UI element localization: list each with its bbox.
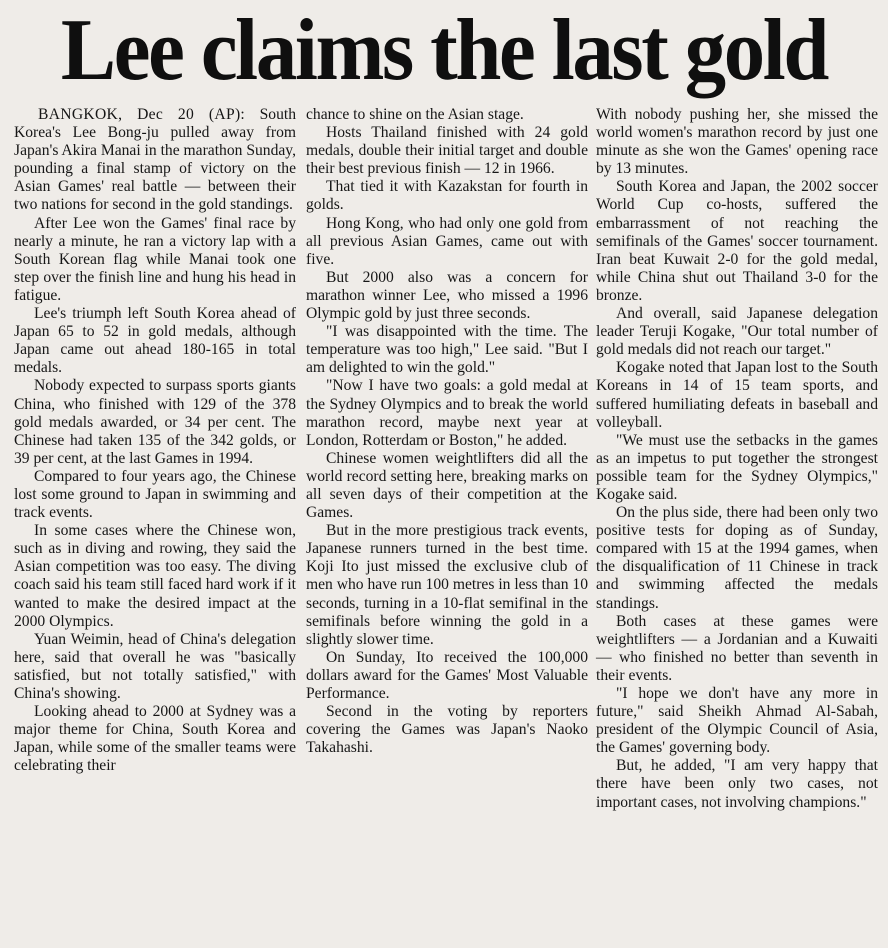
article-paragraph: Hosts Thailand finished with 24 gold medals, double their initial target and double their best previous finish — 12 in 1966. — [306, 124, 588, 178]
article-column-2 — [306, 106, 588, 757]
article-paragraph: But 2000 also was a concern for marathon winner Lee, who missed a 1996 Olympic gold by just three seconds. — [306, 268, 588, 323]
article-paragraph: "I hope we don't have any more in future," said Sheikh Ahmad Al-Sabah, president of the Olympic Council of Asia, the Games' governing body. — [596, 685, 878, 757]
article-paragraph: And overall, said Japanese delegation leader Teruji Kogake, "Our total number of gold medals did not reach our target." — [596, 305, 878, 359]
article-paragraph: "I was disappointed with the time. The temperature was too high," Lee said. "But I am delighted to win the gold." — [306, 323, 588, 377]
article-paragraph: South Korea and Japan, the 2002 soccer World Cup co-hosts, suffered the embarrassment of not reaching the semifinals of the Games' soccer tournament. Iran beat Kuwait 2-0 for the gold medal, while China shut out Thailand 3-0 for the bronze. — [596, 178, 878, 304]
article-paragraph: Chinese women weightlifters did all the world record setting here, breaking marks on all seven days of their competition at the Games. — [306, 449, 588, 522]
headline: Lee claims the last gold — [60, 2, 828, 99]
article-paragraph: "We must use the setbacks in the games as an impetus to put together the strongest possible team for the Sydney Olympics," Kogake said. — [596, 431, 878, 503]
article-paragraph: In some cases where the Chinese won, such as in diving and rowing, they said the Asian competition was too easy. The diving coach said his team still faced hard work if it wanted to make the desired impact at the 2000 Olympics. — [14, 522, 296, 630]
article-paragraph: Both cases at these games were weightlifters — a Jordanian and a Kuwaiti — who finished no better than seventh in their events. — [596, 612, 878, 684]
article-paragraph: Hong Kong, who had only one gold from all previous Asian Games, came out with five. — [306, 214, 588, 268]
article-column-1 — [14, 106, 296, 775]
article-paragraph-continued: chance to shine on the Asian stage. — [306, 106, 524, 123]
article-paragraph: Kogake noted that Japan lost to the South Koreans in 14 of 15 team sports, and suffered humiliating defeats in baseball and volleyball. — [596, 359, 878, 431]
article-paragraph: On Sunday, Ito received the 100,000 dollars award for the Games' Most Valuable Performance. — [306, 648, 588, 702]
article-paragraph: Second in the voting by reporters covering the Games was Japan's Naoko Takahashi. — [306, 703, 588, 757]
article-paragraph: Lee's triumph left South Korea ahead of Japan 65 to 52 in gold medals, although Japan came out ahead 180-165 in total medals. — [14, 305, 296, 377]
article-paragraph: Yuan Weimin, head of China's delegation here, said that overall he was "basically satisfied, but not totally satisfied," with China's showing. — [14, 630, 296, 702]
article-paragraph: Looking ahead to 2000 at Sydney was a major theme for China, South Korea and Japan, while some of the smaller teams were celebrating their — [14, 703, 296, 775]
article-paragraph-continued: With nobody pushing her, she missed the world women's marathon record by just one minute as she won the Games' opening race by 13 minutes. — [596, 106, 878, 178]
article-paragraph: But, he added, "I am very happy that there have been only two cases, not important cases, not involving champions." — [596, 757, 878, 811]
dateline: BANGKOK, Dec 20 (AP): — [38, 106, 246, 123]
article-paragraph — [14, 106, 296, 215]
article-column-3 — [596, 106, 878, 812]
article-paragraph: Nobody expected to surpass sports giants China, who finished with 129 of the 378 gold medals awarded, or 34 per cent. The Chinese had taken 135 of the 342 golds, or 39 per cent, at the last Games in 1994. — [14, 377, 296, 467]
article-paragraph: That tied it with Kazakstan for fourth in golds. — [306, 178, 588, 214]
article-paragraph: On the plus side, there had been only two positive tests for doping as of Sunday, compared with 15 at the 1994 games, when the disqualification of 11 Chinese in track and swimming affected the medals standings. — [596, 504, 878, 612]
article-paragraph: But in the more prestigious track events, Japanese runners turned in the best time. Koji Ito just missed the exclusive club of men who have run 100 metres in less than 10 seconds, turning in a 10-flat semifinal in the semifinals before winning the gold in a slightly slower time. — [306, 522, 588, 648]
article-paragraph: "Now I have two goals: a gold medal at the Sydney Olympics and to break the world marathon record, maybe next year at London, Rotterdam or Boston," he added. — [306, 377, 588, 449]
article-paragraph: After Lee won the Games' final race by nearly a minute, he ran a victory lap with a South Korean flag while Manai took one step over the finish line and hung his head in fatigue. — [14, 214, 296, 304]
paragraph-text: South Korea's Lee Bong-ju pulled away from Japan's Akira Manai in the marathon Sunday, pounding a final stamp of victory on the Asian Games' real battle — between their two nations for second in the gold standings. — [14, 106, 296, 214]
article-paragraph: Compared to four years ago, the Chinese lost some ground to Japan in swimming and track events. — [14, 467, 296, 522]
